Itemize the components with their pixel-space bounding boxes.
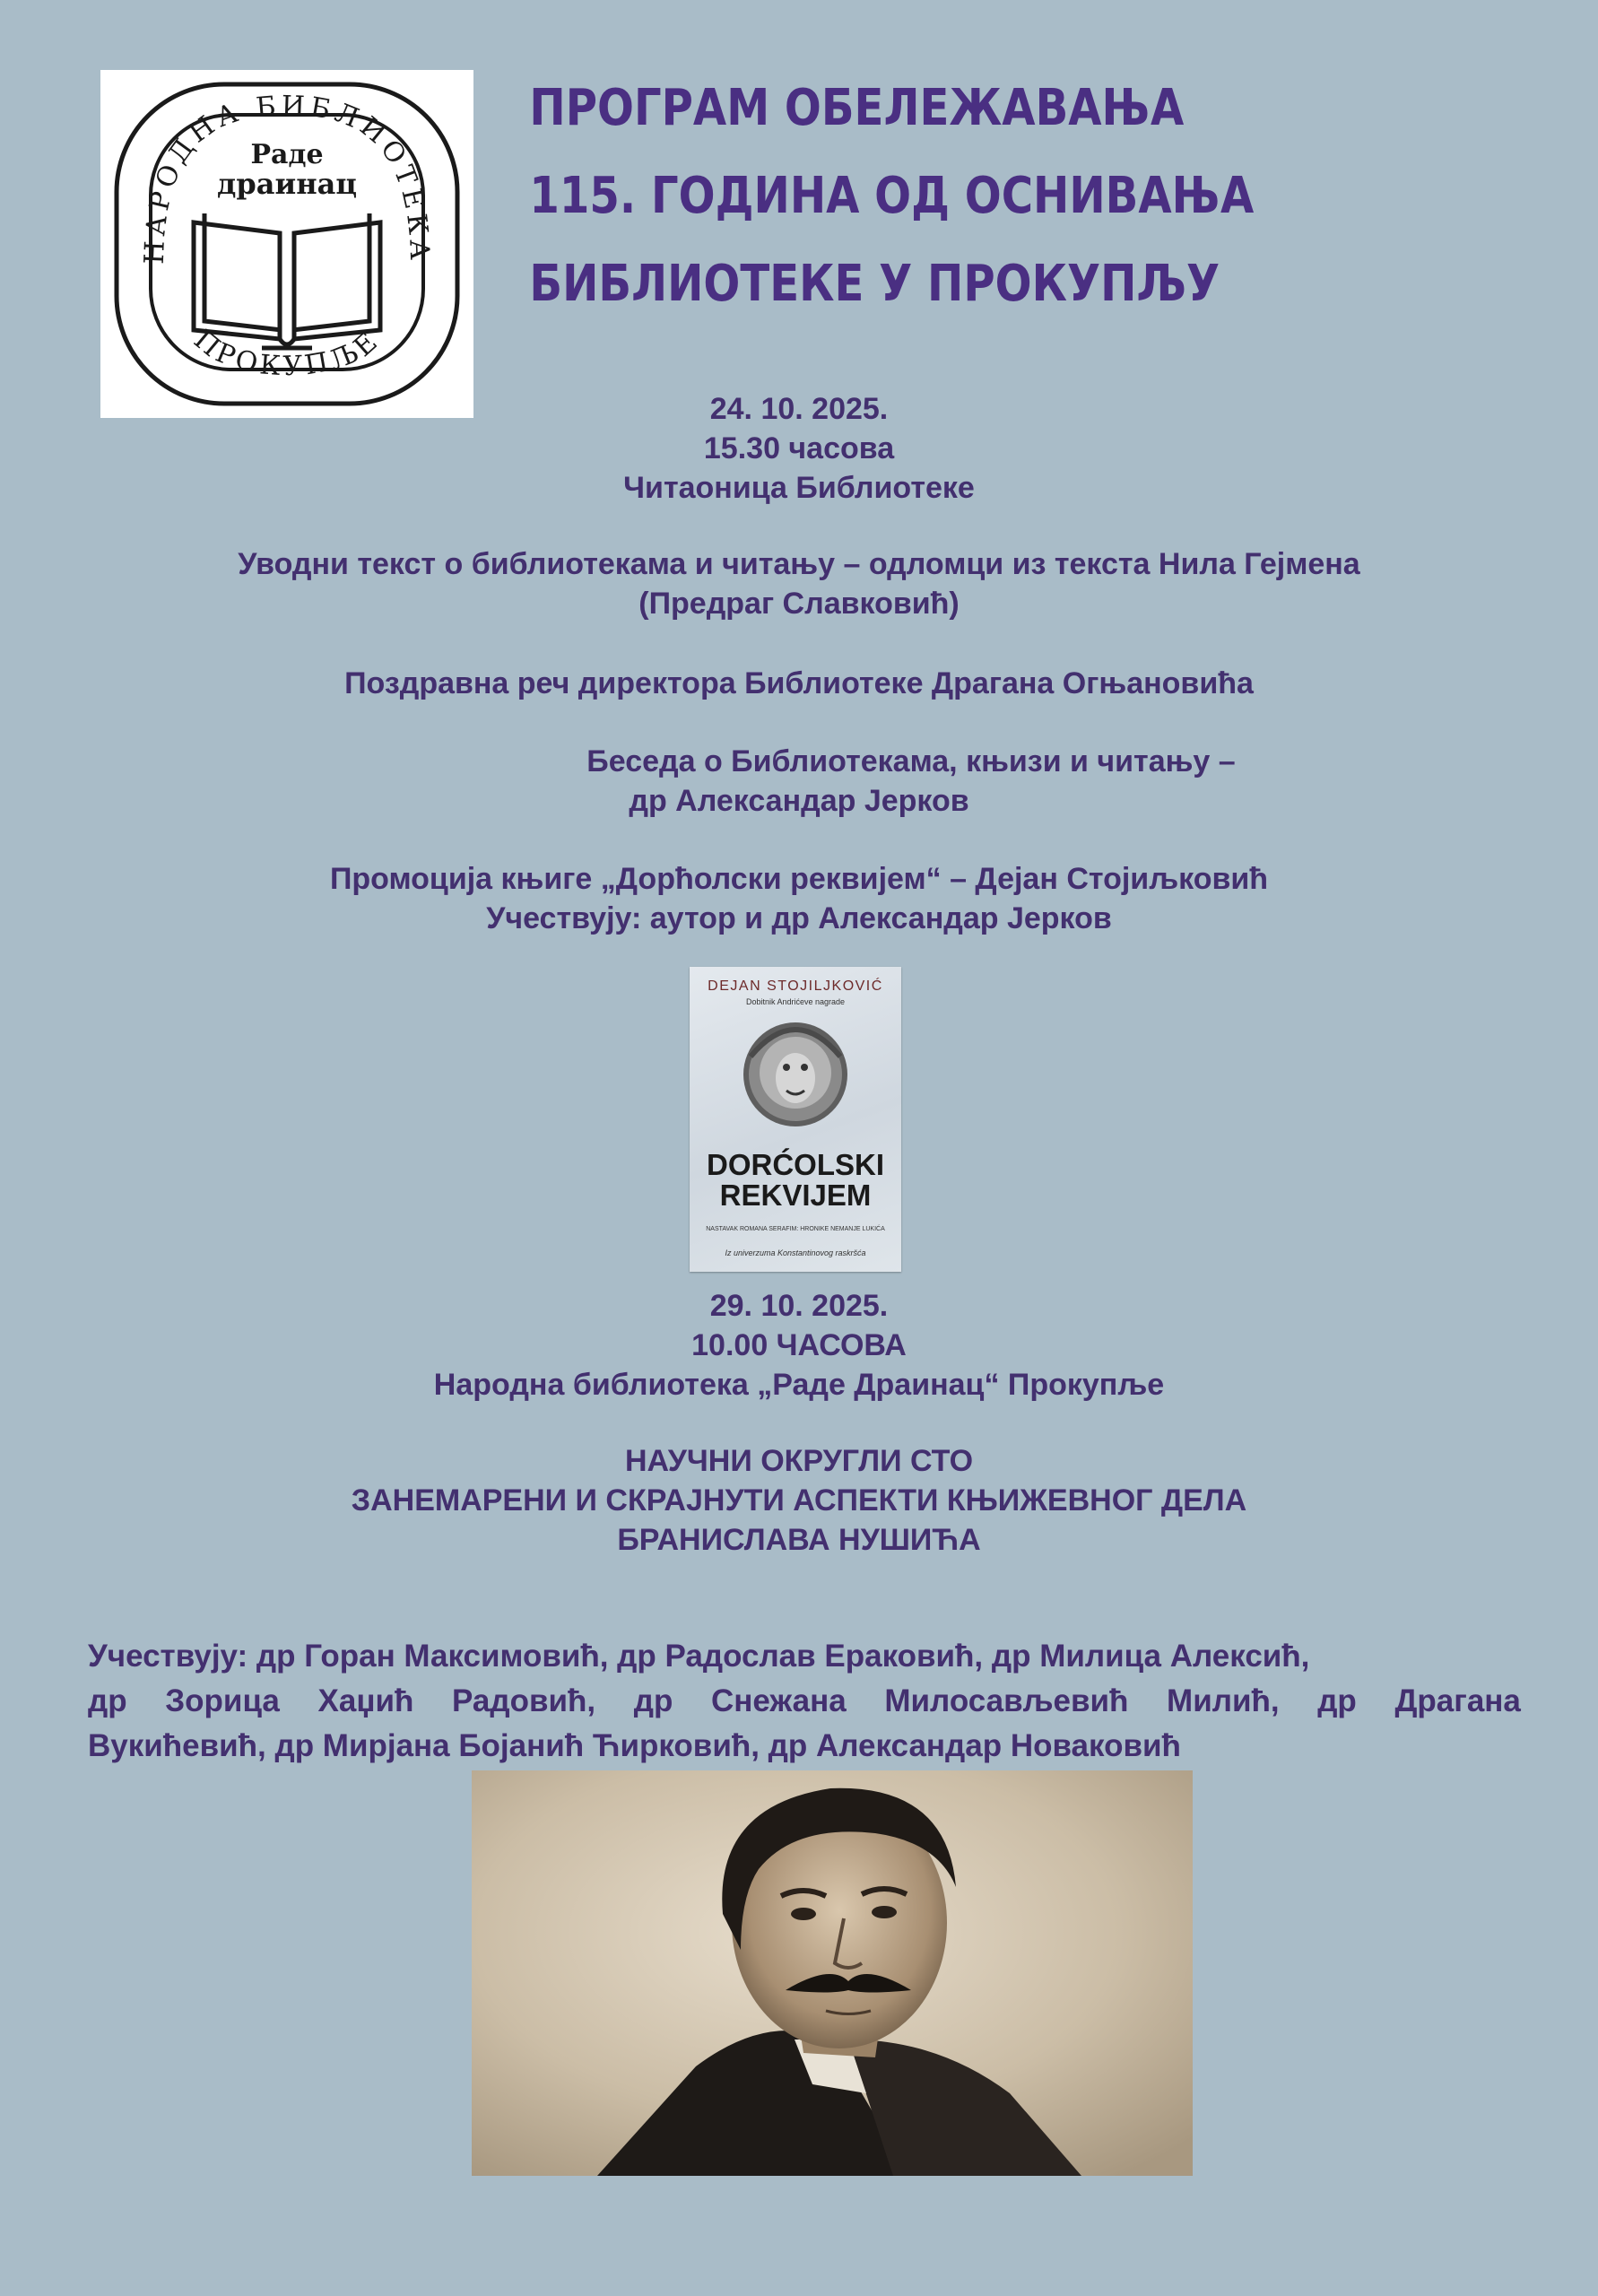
event1-header — [0, 389, 1598, 508]
event2-place: Народна библиотека „Раде Драинац“ Прокупље — [433, 1368, 1165, 1402]
book-subtitle: NASTAVAK ROMANA SERAFIM: HRONIKE NEMANJE LUKIĆA — [706, 1226, 885, 1232]
participants-word: Милосављевић — [884, 1683, 1129, 1718]
event1-item-greeting — [0, 664, 1598, 703]
participants-list — [88, 1634, 1521, 1769]
library-logo-graphic — [100, 70, 473, 418]
participants-word: Хаџић — [317, 1683, 414, 1718]
event1-item-promotion — [0, 859, 1598, 938]
event1-item-lecture-line2: др Александар Јерков — [629, 784, 969, 818]
round-table-heading — [0, 1441, 1598, 1560]
open-book-icon — [194, 213, 380, 348]
event1-item-lecture-line1: Беседа о Библиотекама, књизи и читању – — [586, 744, 1236, 778]
book-title-line2: REKVIJEM — [719, 1178, 872, 1212]
event2-time: 10.00 ЧАСОВА — [691, 1328, 907, 1362]
portrait-photo — [472, 1770, 1193, 2176]
participants-line2 — [88, 1679, 1521, 1724]
round-table-heading-line3: БРАНИСЛАВА НУШИЋА — [617, 1523, 981, 1557]
book-cover-graphic — [690, 967, 901, 1272]
title-line-3: БИБЛИОТЕКЕ У ПРОКУПЉУ — [529, 255, 1220, 313]
participants-word: др — [1317, 1683, 1357, 1718]
title-line-2: 115. ГОДИНА ОД ОСНИВАЊА — [529, 167, 1255, 225]
participants-word: Снежана — [711, 1683, 847, 1718]
logo-name-line2: драинац — [217, 167, 357, 201]
book-author: DEJAN STOJILJKOVIĆ — [708, 978, 883, 994]
event1-item-greeting-line1: Поздравна реч директора Библиотеке Драгана Огњановића — [344, 666, 1254, 700]
participants-word: др — [633, 1683, 673, 1718]
event1-item-intro-line2: (Предраг Славковић) — [638, 587, 960, 621]
participants-line1: Учествују: др Горан Максимовић, др Радослав Ераковић, др Милица Алексић, — [88, 1639, 1310, 1674]
participants-line3: Вукићевић, др Мирјана Бојанић Ћирковић, др Александар Новаковић — [88, 1728, 1181, 1763]
book-award: Dobitnik Andrićeve nagrade — [745, 997, 846, 1006]
lion-head-medallion — [743, 1022, 847, 1126]
participants-word: др — [88, 1683, 127, 1718]
title-line-1: ПРОГРАМ ОБЕЛЕЖАВАЊА — [529, 79, 1185, 137]
event1-item-promotion-line1: Промоција књиге „Дорћолски реквијем“ – Дејан Стојиљковић — [329, 862, 1269, 896]
logo-name-line1: Раде — [250, 139, 324, 170]
logo-ring-text-bottom: ПРОКУПЉЕ — [187, 324, 386, 383]
event1-item-lecture — [0, 742, 1598, 821]
page-title — [529, 65, 1255, 328]
book-series: Iz univerzuma Konstantinovog raskršća — [725, 1248, 866, 1257]
event1-item-intro — [0, 544, 1598, 623]
event1-place: Читаоница Библиотеке — [623, 471, 975, 505]
round-table-heading-line2: ЗАНЕМАРЕНИ И СКРАЈНУТИ АСПЕКТИ КЊИЖЕВНОГ ДЕЛА — [351, 1483, 1247, 1518]
event2-date: 29. 10. 2025. — [709, 1289, 889, 1323]
round-table-heading-line1: НАУЧНИ ОКРУГЛИ СТО — [624, 1444, 974, 1478]
library-logo — [100, 70, 473, 418]
participants-word: Драгана — [1394, 1683, 1521, 1718]
portrait-graphic — [472, 1770, 1193, 2176]
event1-time: 15.30 часова — [703, 431, 895, 465]
participants-word: Милић, — [1167, 1683, 1280, 1718]
participants-word: Зорица — [165, 1683, 280, 1718]
participants-word: Радовић, — [452, 1683, 596, 1718]
logo-ring-text-top: НАРОДНА БИБЛИОТЕКА — [138, 90, 436, 265]
event1-item-promotion-line2: Учествују: аутор и др Александар Јерков — [486, 901, 1112, 935]
book-title-line1: DORĆOLSKI — [707, 1148, 884, 1181]
event1-item-intro-line1: Уводни текст о библиотекама и читању – одломци из текста Нила Гејмена — [238, 547, 1360, 581]
event2-header — [0, 1286, 1598, 1405]
book-cover-image — [690, 967, 901, 1272]
event1-date: 24. 10. 2025. — [709, 392, 889, 426]
